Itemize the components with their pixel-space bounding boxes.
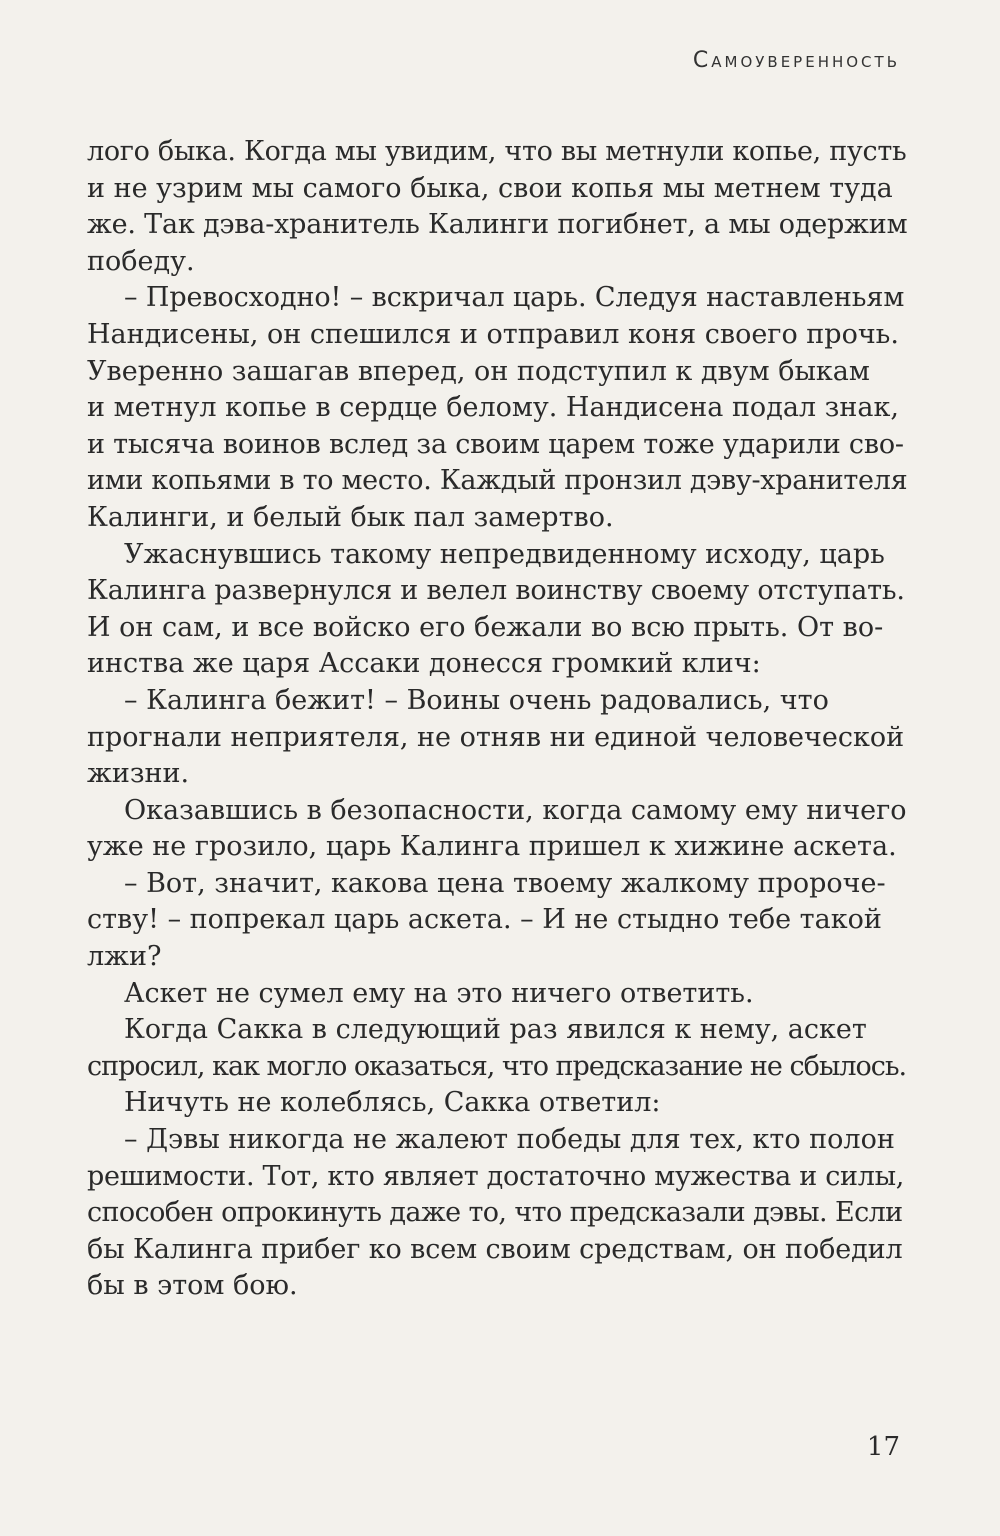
text-line: прогнали неприятеля, не отняв ни единой человеческой bbox=[87, 721, 905, 753]
text-line: И он сам, и все войско его бежали во всю прыть. От во- bbox=[87, 611, 884, 643]
text-line: же. Так дэва-хранитель Калинги погибнет, а мы одержим bbox=[87, 209, 908, 241]
text-line: – Вот, значит, какова цена твоему жалкому пророче- bbox=[124, 867, 886, 899]
text-line: уже не грозило, царь Калинга пришел к хижине аскета. bbox=[87, 831, 897, 863]
text-line: Оказавшись в безопасности, когда самому ему ничего bbox=[124, 794, 907, 826]
text-line: жизни. bbox=[87, 758, 190, 790]
text-line: Нандисены, он спешился и отправил коня своего прочь. bbox=[87, 318, 899, 350]
text-line: ими копьями в то место. Каждый пронзил дэву-хранителя bbox=[87, 465, 908, 497]
text-line: и тысяча воинов вслед за своим царем тоже ударили сво- bbox=[87, 428, 904, 460]
text-line: победу. bbox=[87, 245, 195, 277]
text-line: Уверенно зашагав вперед, он подступил к двум быкам bbox=[87, 355, 870, 387]
page-number: 17 bbox=[866, 1432, 900, 1462]
text-line: и метнул копье в сердце белому. Нандисена подал знак, bbox=[87, 392, 899, 424]
text-line: Аскет не сумел ему на это ничего ответить. bbox=[124, 977, 754, 1009]
text-line: бы в этом бою. bbox=[87, 1270, 298, 1302]
text-line: лого быка. Когда мы увидим, что вы метнули копье, пусть bbox=[87, 136, 907, 167]
running-head: Самоуверенность bbox=[692, 48, 900, 73]
text-line: Калинги, и белый бык пал замертво. bbox=[87, 501, 614, 533]
text-line: инства же царя Ассаки донесся громкий клич: bbox=[87, 648, 761, 680]
text-line: лжи? bbox=[87, 941, 162, 973]
text-line: – Дэвы никогда не жалеют победы для тех, кто полон bbox=[124, 1124, 895, 1156]
text-line: решимости. Тот, кто являет достаточно мужества и силы, bbox=[87, 1160, 905, 1192]
text-line: Когда Сакка в следующий раз явился к нему, аскет bbox=[124, 1014, 867, 1046]
text-line: спросил, как могло оказаться, что предсказание не сбылось. bbox=[87, 1050, 907, 1082]
text-line: – Калинга бежит! – Воины очень радовались, что bbox=[124, 684, 829, 716]
text-line: Калинга развернулся и велел воинству своему отступать. bbox=[87, 575, 905, 607]
text-line: ству! – попрекал царь аскета. – И не стыдно тебе такой bbox=[87, 904, 882, 936]
text-line: Ужаснувшись такому непредвиденному исходу, царь bbox=[124, 538, 885, 570]
body-text bbox=[87, 134, 907, 1305]
text-line: и не узрим мы самого быка, свои копья мы метнем туда bbox=[87, 172, 893, 204]
text-line: способен опрокинуть даже то, что предсказали дэвы. Если bbox=[87, 1197, 903, 1229]
text-line: – Превосходно! – вскричал царь. Следуя наставленьям bbox=[124, 282, 905, 314]
text-line: бы Калинга прибег ко всем своим средствам, он победил bbox=[87, 1233, 903, 1265]
text-line: Ничуть не колеблясь, Сакка ответил: bbox=[124, 1087, 661, 1119]
